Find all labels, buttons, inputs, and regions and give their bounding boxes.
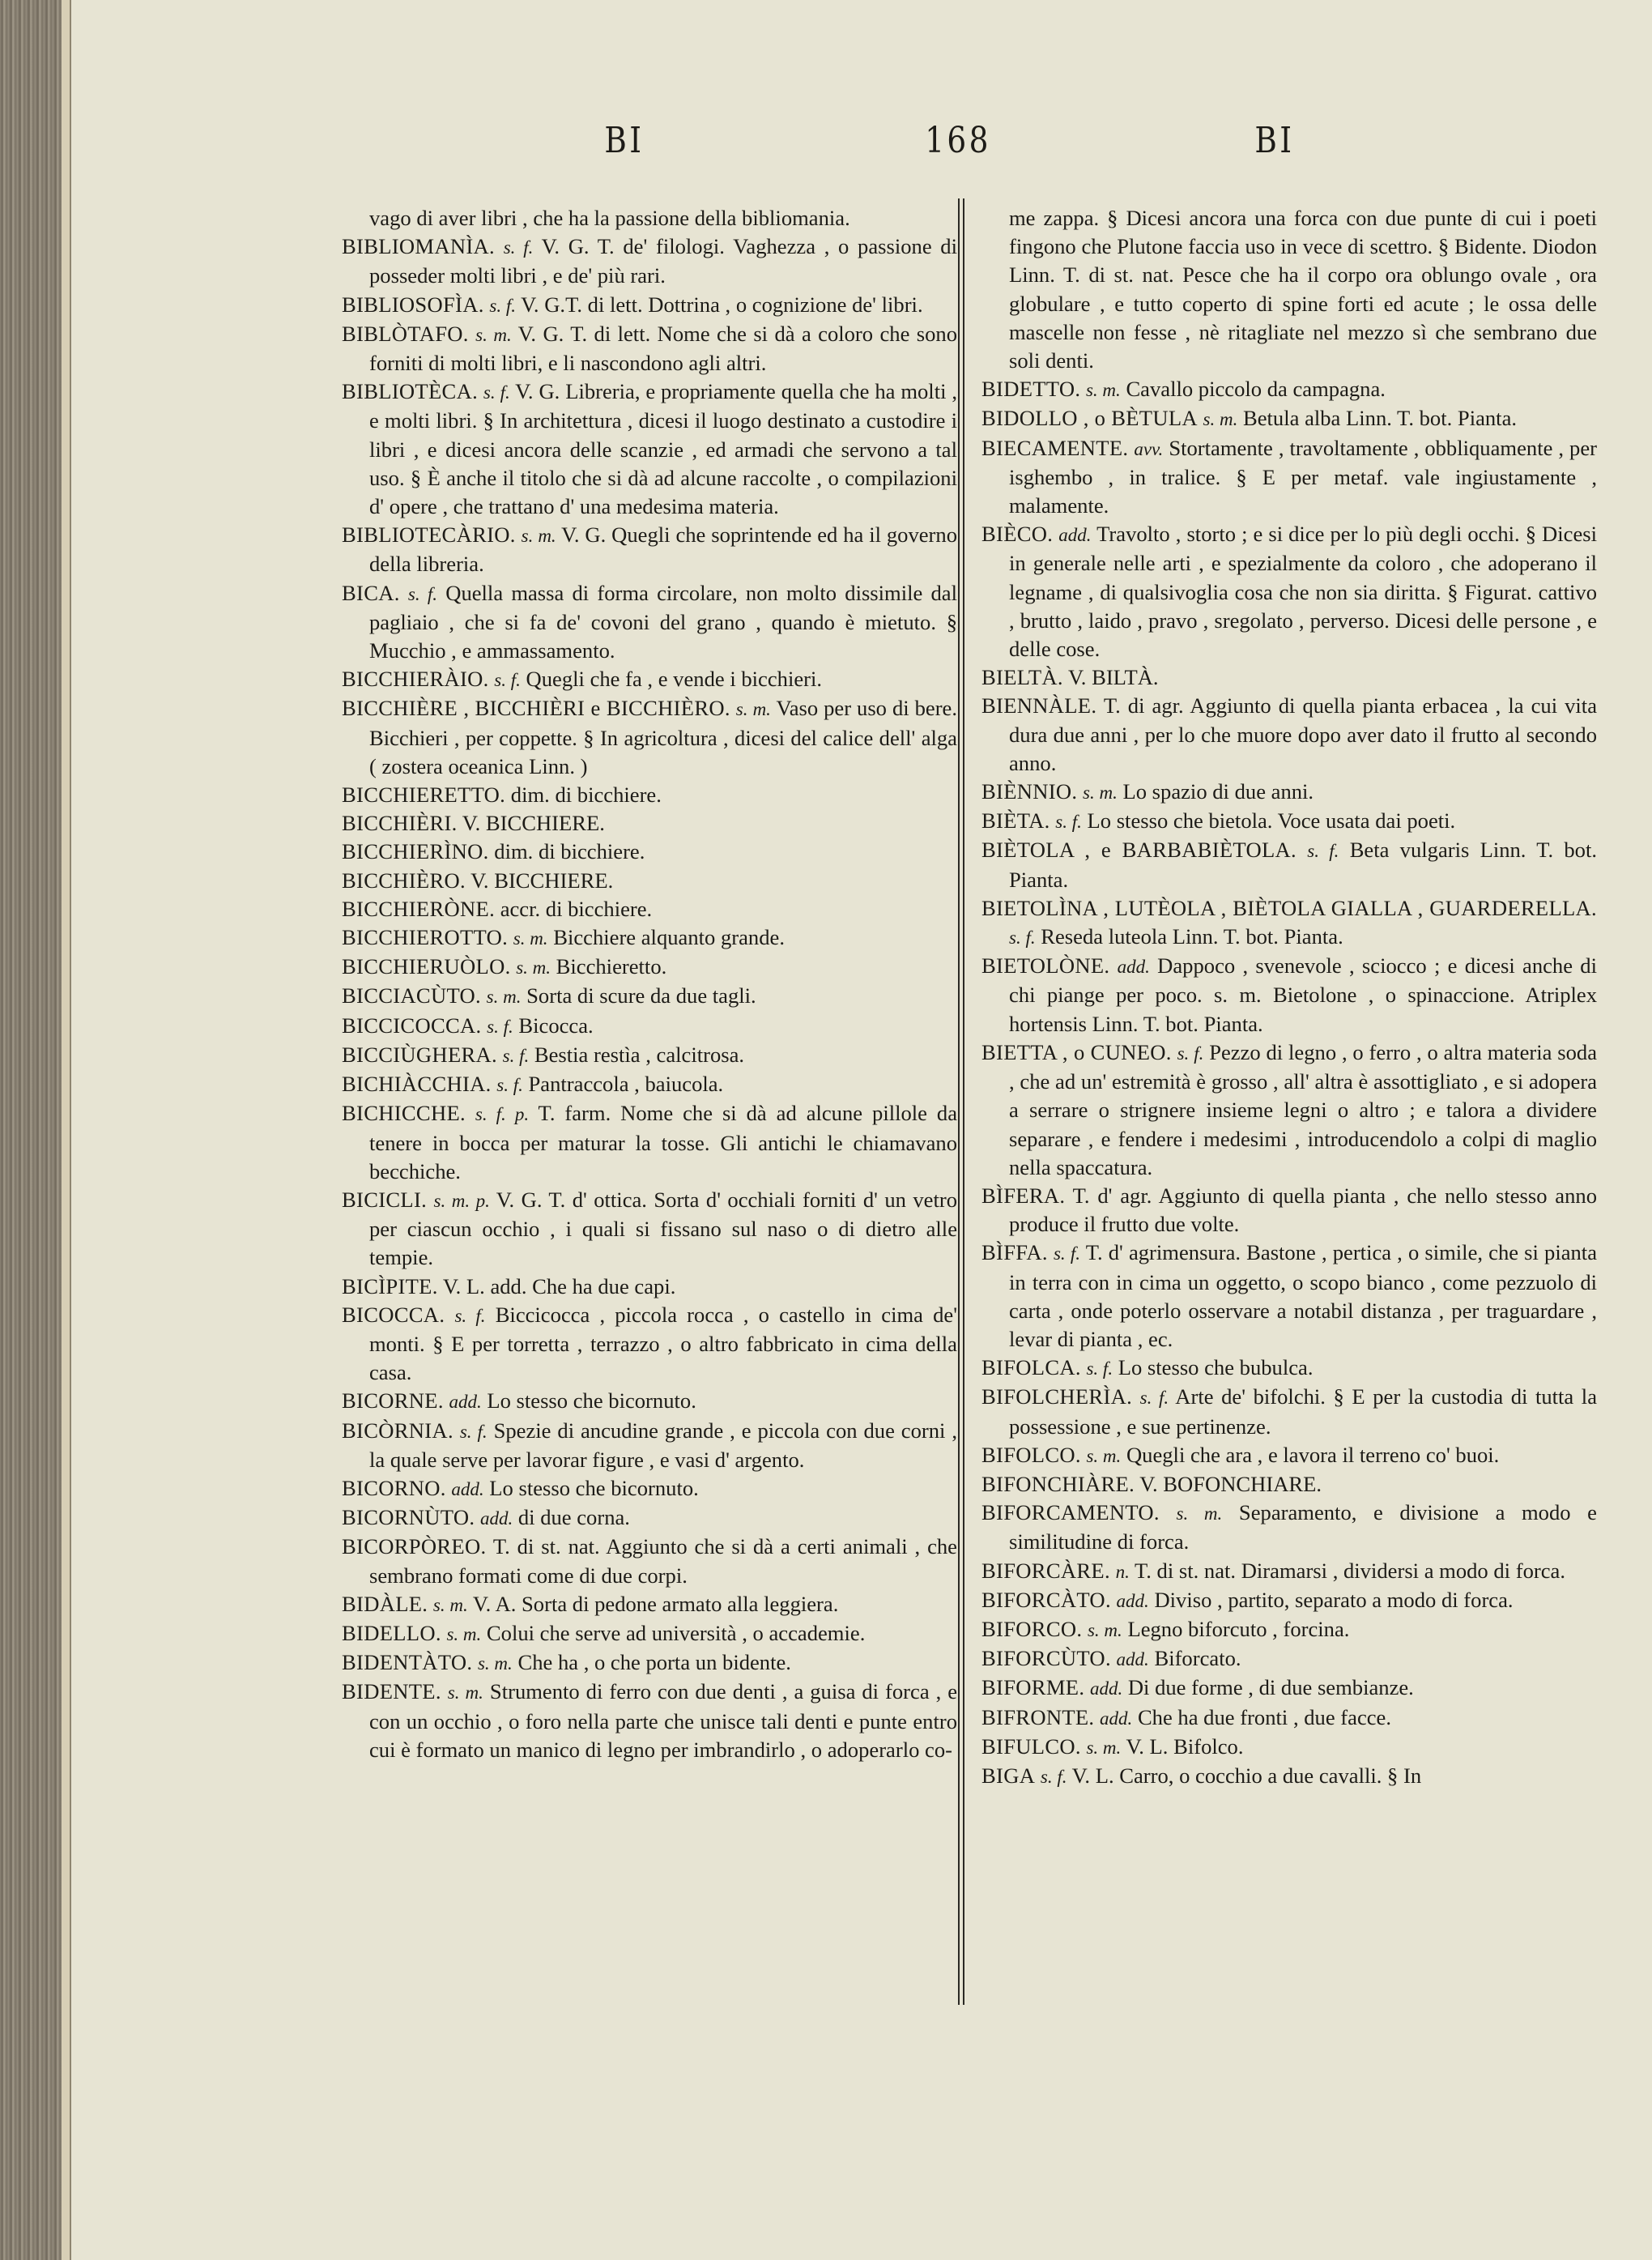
entry-grammar-label: s. f.	[489, 295, 516, 316]
entry-headword: BIÈTA.	[981, 808, 1050, 834]
entry-definition: T. di st. nat. Diramarsi , dividersi a modo di forca.	[1134, 1558, 1565, 1583]
entry-grammar-label: add.	[1116, 1649, 1149, 1670]
entry-definition: me zappa. § Dicesi ancora una forca con due punte di cui i poeti fingono che Plutone faccia uso in vece di scettro. § Bidente. Diodon Linn. T. di st. nat. Pesce che ha il corpo ora oblungo ovale , ora globulare , e tutto coperto di spine forti ed acute ; le ossa delle mascelle non fesse , nè ritagliate nel mezzo sì che sembrano due soli denti.	[1009, 206, 1597, 373]
entry-grammar-label: s. f.	[1040, 1766, 1067, 1787]
entry-headword: BIFORCÀTO.	[981, 1587, 1111, 1612]
entry-headword: BIFORCÙTO.	[981, 1646, 1111, 1671]
entry-grammar-label: add.	[1100, 1708, 1133, 1729]
entry-definition: accr. di bicchiere.	[500, 896, 653, 921]
entry-grammar-label: s. f.	[483, 382, 510, 403]
dictionary-entry	[981, 1674, 1597, 1703]
dictionary-entry	[342, 1474, 957, 1503]
entry-headword: BIENNÀLE.	[981, 693, 1097, 719]
entry-headword: BÌFFA.	[981, 1240, 1048, 1265]
entry-definition: T. di agr. Aggiunto di quella pianta erbacea , la cui vita dura due anni , per lo che muore dopo aver dato il frutto al secondo anno.	[1009, 693, 1597, 775]
entry-headword: BICCHIERÒNE.	[342, 896, 496, 921]
entry-headword: BIÈCO.	[981, 522, 1054, 547]
dictionary-entry	[981, 434, 1597, 521]
entry-definition: Quella massa di forma circolare, non molto dissimile dal pagliaio , che si fa de' covoni del grano , quando è mietuto. § Mucchio , e ammassamento.	[369, 580, 957, 663]
entry-definition: V. BOFONCHIARE.	[1139, 1471, 1322, 1496]
entry-headword: BIDETTO.	[981, 377, 1081, 402]
entry-grammar-label: s. f.	[459, 1421, 488, 1442]
dictionary-entry	[342, 579, 957, 666]
entry-grammar-label: s. f.	[1009, 927, 1036, 949]
dictionary-entry	[342, 1533, 957, 1589]
entry-definition: Betula alba Linn. T. bot. Pianta.	[1243, 406, 1518, 431]
dictionary-entry	[342, 1503, 957, 1533]
dictionary-entry	[342, 1619, 957, 1648]
entry-headword: BIFULCO.	[981, 1733, 1081, 1759]
dictionary-entry	[981, 1586, 1597, 1615]
entry-definition: Diviso , partito, separato a modo di forca.	[1154, 1587, 1514, 1612]
continued-entry	[981, 204, 1597, 375]
dictionary-entry	[981, 952, 1597, 1038]
dictionary-entry	[981, 1733, 1597, 1762]
entry-headword: BIÈTOLA , e BARBABIÈTOLA.	[981, 838, 1296, 863]
dictionary-entry	[342, 781, 957, 809]
entry-grammar-label: s. f.	[1177, 1043, 1204, 1064]
entry-headword: BICCHIERUÒLO.	[342, 954, 511, 979]
entry-headword: BICCHIERÌNO.	[342, 839, 489, 864]
entry-definition: V. BICCHIERE.	[462, 811, 605, 836]
entry-grammar-label: s. f.	[1086, 1358, 1113, 1379]
dictionary-entry	[342, 953, 957, 982]
dictionary-entry	[342, 1387, 957, 1416]
entry-grammar-label: s. f.	[407, 583, 438, 604]
dictionary-entry	[342, 1301, 957, 1388]
header-left-guide-word: BI	[604, 120, 645, 161]
entry-headword: BICCHIÈRI.	[342, 811, 458, 836]
dictionary-entry	[342, 1041, 957, 1070]
dictionary-entry	[981, 1615, 1597, 1644]
entry-headword: BICORNE.	[342, 1388, 444, 1414]
entry-headword: BICCHIERETTO.	[342, 782, 506, 808]
entry-definition: Travolto , storto ; e si dice per lo più degli occhi. § Dicesi in generale nelle arti , e spezialmente da coloro , che adoperano il legname , di qualsivoglia cosa che non sia diritta. § Figurat. cattivo , brutto , laido , pravo , sregolato , perverso. Dicesi delle persone , e delle cose.	[1009, 522, 1597, 662]
entry-definition: Quegli che ara , e lavora il terreno co' buoi.	[1126, 1442, 1500, 1467]
entry-definition: dim. di bicchiere.	[510, 782, 662, 808]
dictionary-entry	[342, 838, 957, 866]
entry-headword: BIÈNNIO.	[981, 779, 1078, 804]
dictionary-entry	[981, 1383, 1597, 1440]
entry-definition: V. L. add. Che ha due capi.	[442, 1273, 676, 1298]
entry-definition: Bestia restìa , calcitrosa.	[534, 1042, 745, 1067]
entry-definition: Spezie di ancudine grande , e piccola con due corni , la quale serve per lavorar figure , e vasi d' argento.	[369, 1418, 957, 1472]
entry-definition: Sorta di scure da due tagli.	[526, 983, 756, 1008]
entry-definition: vago di aver libri , che ha la passione della bibliomania.	[369, 206, 850, 230]
entry-definition: Che ha due fronti , due facce.	[1137, 1704, 1392, 1729]
dictionary-entry	[342, 809, 957, 838]
entry-grammar-label: s. f.	[503, 237, 534, 258]
entry-grammar-label: s. m.	[1087, 1619, 1122, 1640]
entry-headword: BICÌPITE.	[342, 1273, 438, 1298]
entry-headword: BIDOLLO , o BÈTULA	[981, 406, 1198, 431]
entry-grammar-label: add.	[1058, 525, 1092, 546]
page-number: 168	[925, 120, 991, 161]
entry-grammar-label: add.	[479, 1508, 513, 1529]
dictionary-entry	[981, 520, 1597, 663]
entry-grammar-label: avv.	[1134, 438, 1164, 459]
dictionary-entry	[342, 694, 957, 781]
entry-definition: V. G. Libreria, e propriamente quella che ha molti , e molti libri. § In architettura , dicesi il luogo destinato a custodire i libri , e dicesi ancora delle scanzie , ed armadi che servono a tal uso. § È anche il titolo che si dà ad alcune raccolte , o compilazioni d' opere , che trattano d' una medesima materia.	[369, 379, 957, 519]
entry-headword: BIFOLCHERÌA.	[981, 1384, 1133, 1409]
entry-definition: Colui che serve ad università , o accademie.	[486, 1620, 866, 1645]
entry-grammar-label: s. f.	[1139, 1388, 1169, 1409]
dictionary-entry	[342, 1012, 957, 1041]
dictionary-entry	[342, 377, 957, 521]
entry-headword: BIBLIOTÈCA.	[342, 379, 479, 404]
entry-definition: T. di st. nat. Aggiunto che si dà a certi animali , che sembrano formati come di due corpi.	[369, 1534, 957, 1588]
dictionary-entry	[342, 1186, 957, 1273]
dictionary-entry	[342, 521, 957, 578]
entry-grammar-label: s. f.	[1053, 1243, 1081, 1264]
entry-grammar-label: add.	[449, 1392, 482, 1413]
entry-grammar-label: s. m.	[1086, 1737, 1122, 1758]
entry-definition: Beta vulgaris Linn. T. bot. Pianta.	[1009, 838, 1598, 892]
entry-headword: BICCHIERÀIO.	[342, 667, 489, 692]
column-divider-rule	[958, 198, 964, 2005]
entry-headword: BIETOLÒNE.	[981, 953, 1110, 979]
entry-definition: Legno biforcuto , forcina.	[1127, 1616, 1350, 1641]
entry-headword: BIDÀLE.	[342, 1591, 428, 1616]
entry-grammar-label: s. f.	[494, 670, 521, 691]
entry-headword: BICICLI.	[342, 1187, 428, 1212]
entry-headword: BIDELLO.	[342, 1620, 441, 1645]
entry-headword: BICHICCHE.	[342, 1101, 466, 1126]
dictionary-entry	[342, 895, 957, 923]
entry-grammar-label: s. f.	[487, 1016, 513, 1037]
dictionary-entry	[981, 692, 1597, 778]
entry-definition: Quegli che fa , e vende i bicchieri.	[526, 667, 823, 692]
dictionary-entry	[342, 1590, 957, 1619]
entry-grammar-label: s. m.	[447, 1682, 483, 1704]
entry-definition: Stortamente , travoltamente , obbliquamente , per isghembo , in tralice. § E per metaf. vale ingiustamente , malamente.	[1009, 435, 1597, 518]
entry-definition: V. BILTÀ.	[1068, 665, 1159, 690]
entry-definition: Separamento, e divisione a modo e similitudine di forca.	[1009, 1500, 1597, 1554]
dictionary-entry	[342, 982, 957, 1011]
entry-headword: BIDENTE.	[342, 1679, 441, 1704]
entry-headword: BICCIACÙTO.	[342, 983, 481, 1008]
entry-headword: BIETTA , o CUNEO.	[981, 1039, 1172, 1064]
entry-definition: Dappoco , svenevole , sciocco ; e dicesi anche di chi piange per poco. s. m. Bietolone , o spinaccione. Atriplex hortensis Linn. T. bot. Pianta.	[1009, 953, 1597, 1036]
entry-definition: Arte de' bifolchi. § E per la custodia di tutta la possessione , e sue pertinenze.	[1009, 1384, 1598, 1439]
entry-definition: V. G. Quegli che soprintende ed ha il governo della libreria.	[369, 522, 958, 577]
dictionary-entry	[342, 665, 957, 694]
dictionary-entry	[981, 1182, 1597, 1239]
entry-headword: BICORNÙTO.	[342, 1505, 475, 1530]
entry-grammar-label: s. m.	[432, 1594, 468, 1615]
dictionary-entry	[981, 1704, 1597, 1733]
entry-grammar-label: add.	[1116, 1590, 1149, 1611]
entry-definition: Bicocca.	[518, 1013, 594, 1038]
entry-grammar-label: s. m.	[521, 526, 556, 547]
entry-definition: T. farm. Nome che si dà ad alcune pillole da tenere in bocca per maturar la tosse. Gli antichi le chiamavano becchiche.	[369, 1101, 958, 1183]
entry-headword: BIETOLÌNA , LUTÈOLA , BIÈTOLA GIALLA , GUARDERELLA.	[981, 895, 1597, 920]
entry-grammar-label: s. m.	[513, 928, 548, 949]
entry-definition: V. BICCHIERE.	[470, 868, 614, 893]
entry-definition: V. G. T. di lett. Nome che si dà a coloro che sono forniti di molti libri, e li nascondono agli altri.	[369, 321, 958, 376]
entry-definition: V. G.T. di lett. Dottrina , o cognizione de' libri.	[521, 292, 923, 317]
entry-grammar-label: s. f.	[454, 1305, 486, 1326]
dictionary-entry	[981, 1239, 1597, 1354]
entry-definition: V. G. T. de' filologi. Vaghezza , o passione di posseder molti libri , e de' più rari.	[369, 234, 957, 288]
entry-grammar-label: s. m.	[1083, 782, 1118, 804]
dictionary-entry	[981, 1038, 1597, 1182]
entry-definition: V. A. Sorta di pedone armato alla leggiera.	[472, 1591, 839, 1616]
entry-definition: Pantraccola , baiucola.	[528, 1072, 724, 1097]
right-column	[981, 204, 1597, 1791]
entry-grammar-label: add.	[1117, 957, 1150, 978]
dictionary-entry	[342, 1099, 957, 1186]
entry-definition: T. d' agr. Aggiunto di quella pianta , che nello stesso anno produce il frutto due volte.	[1009, 1183, 1597, 1237]
dictionary-entry	[342, 291, 957, 320]
entry-definition: Lo stesso che bicornuto.	[487, 1388, 696, 1414]
entry-grammar-label: s. m.	[1203, 409, 1238, 430]
entry-definition: T. d' agrimensura. Bastone , pertica , o simile, che si pianta in terra con in cima un oggetto, o scopo bianco , come pezzuolo di carta , onde poterlo osservare a notabil distanza , per traguardare , levar di pianta , ec.	[1009, 1240, 1598, 1351]
entry-headword: BIFOLCO.	[981, 1442, 1081, 1467]
entry-headword: BIBLIOSOFÌA.	[342, 292, 484, 317]
entry-grammar-label: s. m.	[1085, 380, 1121, 401]
entry-headword: BIBLIOMANÌA.	[342, 234, 496, 259]
entry-headword: BIFORCAMENTO.	[981, 1500, 1160, 1525]
entry-headword: BIFORME.	[981, 1675, 1085, 1700]
entry-headword: BICCHIEROTTO.	[342, 925, 509, 950]
entry-definition: dim. di bicchiere.	[494, 839, 645, 864]
entry-grammar-label: s. f.	[496, 1075, 523, 1096]
entry-definition: Vaso per uso di bere. Bicchieri , per coppette. § In agricoltura , dicesi del calice dell' alga ( zostera oceanica Linn. )	[369, 696, 958, 778]
entry-grammar-label: s. f. p.	[475, 1104, 530, 1125]
entry-grammar-label: n.	[1115, 1561, 1130, 1582]
entry-grammar-label: add.	[1089, 1678, 1123, 1699]
entry-definition: Cavallo piccolo da campagna.	[1126, 377, 1386, 402]
entry-definition: Strumento di ferro con due denti , a guisa di forca , e con un occhio , o foro nella parte che unisce tali denti e punte entro cui è formato un manico di legno per imbrandirlo , o adoperarlo co-	[369, 1679, 958, 1762]
entry-headword: BIFONCHIÀRE.	[981, 1471, 1135, 1496]
dictionary-entry	[342, 1070, 957, 1099]
entry-headword: BICA.	[342, 580, 400, 605]
entry-headword: BICCHIÈRE , BICCHIÈRI e BICCHIÈRO.	[342, 696, 730, 721]
left-column	[342, 204, 957, 1764]
dictionary-entry	[981, 778, 1597, 807]
dictionary-entry	[342, 1273, 957, 1301]
entry-definition: Lo stesso che bietola. Voce usata dai poeti.	[1087, 808, 1456, 834]
dictionary-entry	[981, 1499, 1597, 1556]
entry-definition: Pezzo di legno , o ferro , o altra materia soda , che ad un' estremità è grosso , all' altra è assottigliato , e si adopera a serrare o strignere insieme legni o altro ; e talora a dividere separare , e fendere i medesimi , introducendolo a colpi di maglio nella spaccatura.	[1009, 1039, 1598, 1179]
header-right-guide-word: BI	[1254, 120, 1295, 161]
entry-definition: Bicchieretto.	[556, 954, 667, 979]
entry-grammar-label: s. m.	[516, 957, 551, 979]
entry-headword: BICORNO.	[342, 1475, 446, 1500]
entry-headword: BIDENTÀTO.	[342, 1650, 473, 1675]
dictionary-entry	[342, 867, 957, 895]
dictionary-entry	[981, 1470, 1597, 1499]
entry-headword: BICCICOCCA.	[342, 1013, 482, 1038]
dictionary-entry	[981, 807, 1597, 836]
dictionary-entry	[342, 1417, 957, 1474]
entry-definition: Di due forme , di due sembianze.	[1127, 1675, 1414, 1700]
dictionary-entry	[981, 1644, 1597, 1674]
entry-headword: BICCHIÈRO.	[342, 868, 466, 893]
entry-headword: BIFORCÀRE.	[981, 1558, 1110, 1583]
dictionary-entry	[342, 320, 957, 377]
entry-grammar-label: s. m.	[735, 699, 771, 720]
entry-definition: Reseda luteola Linn. T. bot. Pianta.	[1041, 924, 1343, 949]
entry-headword: BICCIÙGHERA.	[342, 1042, 497, 1067]
dictionary-entry	[342, 923, 957, 953]
entry-definition: Bicchiere alquanto grande.	[553, 925, 785, 950]
dictionary-entry	[981, 1557, 1597, 1586]
entry-headword: BICORPÒREO.	[342, 1534, 487, 1559]
entry-grammar-label: s. m. p.	[433, 1190, 490, 1211]
entry-headword: BICHIÀCCHIA.	[342, 1072, 492, 1097]
entry-definition: V. L. Bifolco.	[1126, 1733, 1244, 1759]
entry-headword: BICOCCA.	[342, 1302, 445, 1327]
entry-grammar-label: s. f.	[1307, 841, 1339, 862]
book-page-edges	[0, 0, 66, 2260]
entry-definition: Biccicocca , piccola rocca , o castello in cima de' monti. § E per torretta , terrazzo , o altro fabbricato in cima della casa.	[369, 1302, 958, 1385]
entry-definition: Che ha , o che porta un bidente.	[517, 1650, 791, 1675]
continued-entry	[342, 204, 957, 232]
entry-grammar-label: s. m.	[1086, 1445, 1122, 1466]
entry-definition: Lo spazio di due anni.	[1122, 779, 1314, 804]
dictionary-entry	[342, 1678, 957, 1764]
entry-headword: BIFOLCA.	[981, 1355, 1081, 1380]
entry-grammar-label: add.	[451, 1478, 484, 1499]
entry-headword: BIELTÀ.	[981, 665, 1063, 690]
running-header	[0, 120, 1652, 168]
entry-definition: Biforcato.	[1154, 1646, 1241, 1671]
entry-definition: Lo stesso che bubulca.	[1118, 1355, 1314, 1380]
entry-headword: BIBLIOTECÀRIO.	[342, 522, 516, 548]
entry-headword: BICÒRNIA.	[342, 1418, 453, 1443]
dictionary-entry	[981, 1354, 1597, 1383]
dictionary-entry	[981, 1762, 1597, 1791]
dictionary-entry	[981, 836, 1597, 893]
entry-grammar-label: s. m.	[446, 1623, 482, 1644]
dictionary-entry	[981, 375, 1597, 404]
dictionary-entry	[981, 1441, 1597, 1470]
entry-definition: V. G. T. d' ottica. Sorta d' occhiali forniti d' un vetro per ciascun occhio , i quali si fissano sul naso o di dietro alle tempie.	[369, 1187, 958, 1270]
dictionary-entry	[981, 663, 1597, 692]
entry-definition: di due corna.	[517, 1505, 630, 1530]
entry-grammar-label: s. m.	[475, 324, 512, 345]
entry-headword: BIFRONTE.	[981, 1704, 1095, 1729]
dictionary-entry	[342, 232, 957, 290]
entry-headword: BIBLÒTAFO.	[342, 321, 469, 346]
dictionary-entry	[981, 404, 1597, 433]
entry-definition: Lo stesso che bicornuto.	[489, 1475, 699, 1500]
entry-grammar-label: s. f.	[502, 1045, 530, 1066]
entry-headword: BIFORCO.	[981, 1616, 1083, 1641]
entry-grammar-label: s. f.	[1055, 812, 1082, 833]
entry-grammar-label: s. m.	[1176, 1503, 1223, 1524]
entry-headword: BIGA	[981, 1763, 1036, 1788]
entry-definition: V. L. Carro, o cocchio a due cavalli. § In	[1071, 1763, 1422, 1788]
entry-headword: BÌFERA.	[981, 1183, 1066, 1208]
dictionary-entry	[342, 1648, 957, 1678]
dictionary-entry	[981, 894, 1597, 952]
entry-grammar-label: s. m.	[477, 1653, 513, 1674]
entry-grammar-label: s. m.	[486, 987, 522, 1008]
entry-headword: BIECAMENTE.	[981, 435, 1129, 460]
